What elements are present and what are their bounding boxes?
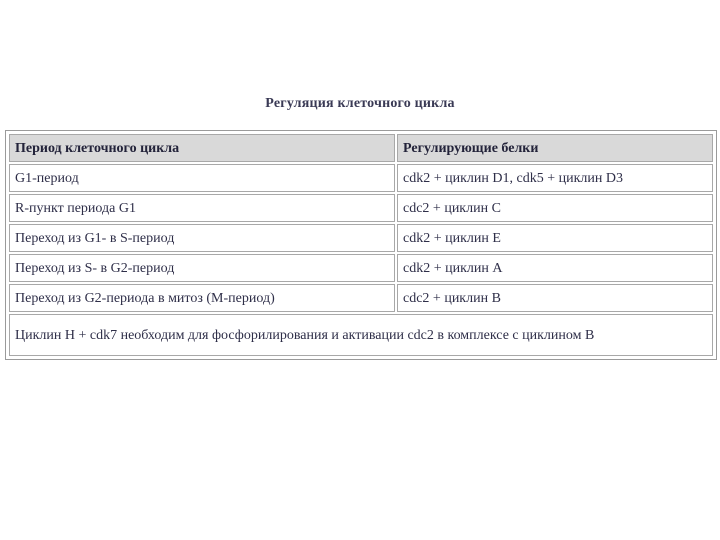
header-period: Период клеточного цикла <box>9 134 395 162</box>
footnote-cell: Циклин H + cdk7 необходим для фосфорилирования и активации cdc2 в комплексе с циклином B <box>9 314 713 356</box>
table-row <box>9 194 713 222</box>
table-row <box>9 164 713 192</box>
proteins-cell: cdc2 + циклин B <box>397 284 713 312</box>
table-row <box>9 254 713 282</box>
table-header-row <box>9 134 713 162</box>
proteins-cell: cdk2 + циклин E <box>397 224 713 252</box>
period-cell: Переход из S- в G2-период <box>9 254 395 282</box>
period-cell: R-пункт периода G1 <box>9 194 395 222</box>
regulation-table <box>7 132 715 358</box>
table-footnote-row <box>9 314 713 356</box>
table-row <box>9 284 713 312</box>
proteins-cell: cdk2 + циклин A <box>397 254 713 282</box>
proteins-cell: cdk2 + циклин D1, cdk5 + циклин D3 <box>397 164 713 192</box>
cell-cycle-table <box>5 130 717 360</box>
header-proteins: Регулирующие белки <box>397 134 713 162</box>
period-cell: Переход из G1- в S-период <box>9 224 395 252</box>
period-cell: G1-период <box>9 164 395 192</box>
period-cell: Переход из G2-периода в митоз (М-период) <box>9 284 395 312</box>
table-row <box>9 224 713 252</box>
proteins-cell: cdc2 + циклин C <box>397 194 713 222</box>
document-title: Регуляция клеточного цикла <box>265 96 455 111</box>
